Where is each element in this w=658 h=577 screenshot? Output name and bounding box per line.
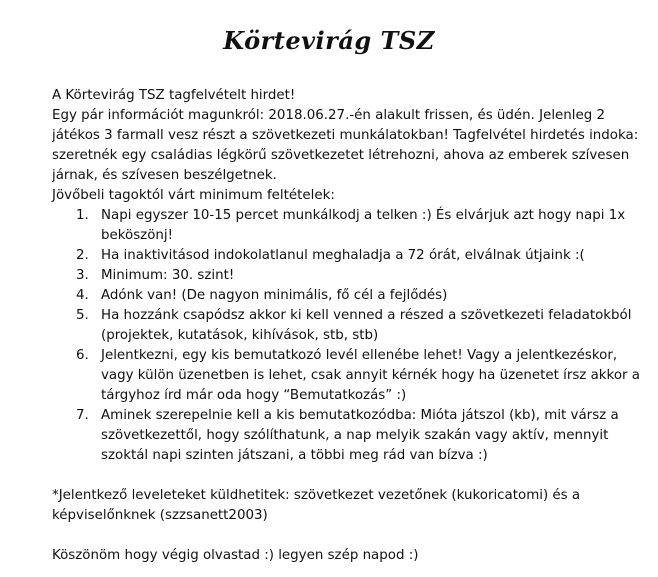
list-item-text: Minimum: 30. szint! — [101, 268, 235, 283]
footnote: *Jelentkező leveleteket küldhetitek: szövetkezet vezetőnek (kukoricatomi) és a képviselőnknek (szzsanett2003) — [52, 488, 581, 523]
closing-line: Köszönöm hogy végig olvastad :) legyen szép napod :) — [52, 548, 419, 563]
list-item — [52, 286, 648, 306]
spacer — [52, 466, 648, 486]
list-item-text: Ha inaktivitásod indokolatlanul meghaladja a 72 órát, elválnak útjaink :( — [101, 248, 585, 263]
list-item-text: Adónk van! (De nagyon minimális, fő cél a fejlődés) — [101, 288, 448, 303]
list-item-text: Aminek szerepelnie kell a kis bemutatkozódba: Mióta játszol (kb), mit vársz a szövetkezettől, hogy szólíthatunk, a nap melyik szakán vagy aktív, mennyit szoktál napi szinten játszani, a többi meg rád van bízva :) — [101, 408, 619, 463]
list-item-number: 2. — [76, 248, 89, 263]
spacer — [52, 526, 648, 546]
list-item — [52, 246, 648, 266]
list-item — [52, 306, 648, 346]
list-item-number: 6. — [76, 348, 89, 363]
list-item — [52, 206, 648, 246]
list-item-text: Jelentkezni, egy kis bemutatkozó levél ellenébe lehet! Vagy a jelentkezéskor, vagy külön üzenetben is lehet, csak annyit kérnék hogy ha üzenetet írsz akkor a tárgyhoz írd már oda hogy “Bemutatkozás” :) — [101, 348, 640, 403]
list-item-number: 7. — [76, 408, 89, 423]
document-title: Körtevirág TSZ — [223, 26, 435, 55]
list-item — [52, 406, 648, 466]
list-item-number: 1. — [76, 208, 89, 223]
document-body — [52, 86, 648, 566]
list-item-number: 5. — [76, 308, 89, 323]
list-item-number: 4. — [76, 288, 89, 303]
intro-paragraph: Egy pár információt magunkról: 2018.06.27.-én alakult frissen, és üdén. Jelenleg 2 játékos 3 farmall vesz részt a szövetkezeti munkálatokban! Tagfelvétel hirdetés indoka: szeretnék egy családias légkörű szövetkezetet létrehozni, ahova az emberek szívesen járnak, és szívesen beszélgetnek. — [52, 108, 639, 183]
list-item-number: 3. — [76, 268, 89, 283]
requirements-heading: Jövőbeli tagoktól várt minimum feltételek: — [52, 188, 335, 203]
list-item-text: Napi egyszer 10-15 percet munkálkodj a telken :) És elvárjuk azt hogy napi 1x beköszönj! — [101, 208, 626, 243]
intro-heading: A Körtevirág TSZ tagfelvételt hirdet! — [52, 88, 296, 103]
list-item — [52, 266, 648, 286]
requirements-list — [52, 206, 648, 466]
list-item — [52, 346, 648, 406]
list-item-text: Ha hozzánk csapódsz akkor ki kell venned a részed a szövetkezeti feladatokból (projektek, kutatások, kihívások, stb, stb) — [101, 308, 632, 343]
